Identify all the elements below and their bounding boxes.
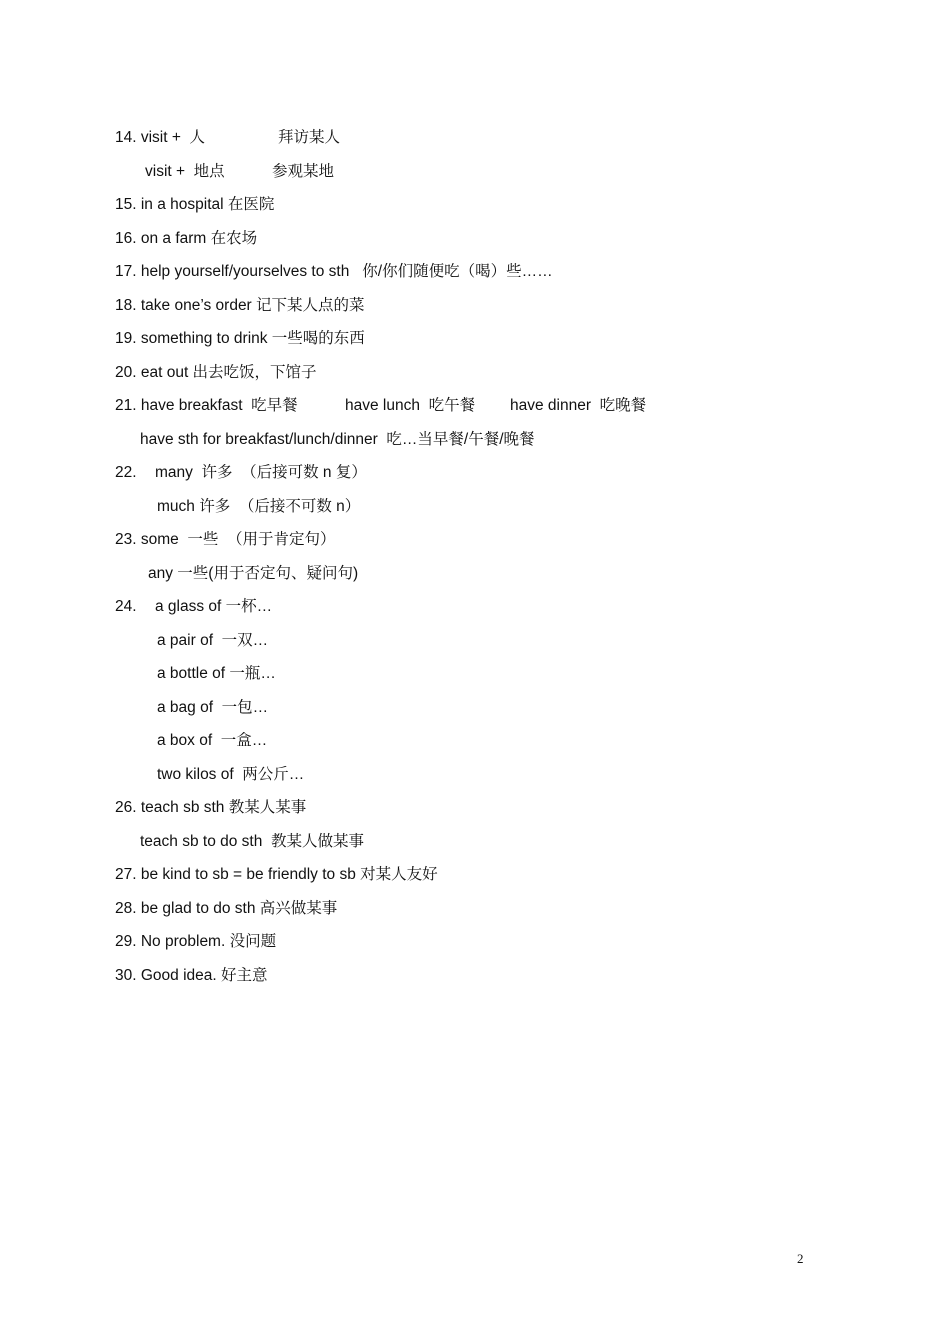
vocab-line-29: [115, 930, 277, 954]
line-text: 23. some 一些 （用于肯定句）: [115, 531, 336, 548]
vocab-line-22-many: [115, 461, 367, 485]
line-text: 26. teach sb sth 教某人某事: [115, 799, 307, 816]
vocab-line-27: [115, 863, 438, 887]
vocab-line-24-glass: [115, 595, 273, 619]
vocab-line-16: [115, 227, 258, 251]
vocab-line-24-bag: [115, 696, 269, 720]
page-number: 2: [797, 1251, 804, 1266]
line-text: 14. visit + 人: [115, 129, 206, 146]
vocab-line-30: [115, 964, 268, 988]
line-text: 15. in a hospital 在医院: [115, 196, 275, 213]
line-text: many 许多 （后接可数 n 复）: [155, 464, 367, 481]
vocab-line-14-visit-place: [115, 160, 335, 184]
line-text: a bag of 一包…: [157, 699, 269, 716]
vocab-line-19: [115, 327, 365, 351]
line-text: any 一些(用于否定句、疑问句): [148, 565, 359, 582]
vocab-line-17: [115, 260, 553, 284]
line-text: 19. something to drink 一些喝的东西: [115, 330, 365, 347]
vocab-line-20: [115, 361, 317, 385]
line-text: a bottle of 一瓶…: [157, 665, 276, 682]
line-text: 20. eat out 出去吃饭，下馆子: [115, 364, 317, 381]
vocab-line-22-much: [115, 495, 361, 519]
line-text: much 许多 （后接不可数 n）: [157, 498, 361, 515]
line-text: 17. help yourself/yourselves to sth 你/你们随便吃（喝）些……: [115, 263, 553, 280]
line-text: have sth for breakfast/lunch/dinner 吃…当早餐/午餐/晚餐: [140, 431, 535, 448]
vocab-line-23-some: [115, 528, 336, 552]
vocab-line-24-box: [115, 729, 268, 753]
line-text: 18. take one’s order 记下某人点的菜: [115, 297, 365, 314]
vocab-line-18: [115, 294, 365, 318]
vocab-line-24-kilos: [115, 763, 305, 787]
line-text: a box of 一盒…: [157, 732, 268, 749]
vocab-line-14-visit-person: [115, 126, 341, 150]
line-text: 28. be glad to do sth 高兴做某事: [115, 900, 338, 917]
vocab-line-21-meals: [115, 394, 647, 418]
line-text-dinner: have dinner 吃晚餐: [510, 397, 647, 414]
vocab-line-26-teach: [115, 796, 307, 820]
line-number: 24.: [115, 598, 137, 615]
line-text: teach sb to do sth 教某人做某事: [140, 833, 364, 850]
line-text: 21. have breakfast 吃早餐: [115, 397, 298, 414]
vocab-line-24-bottle: [115, 662, 276, 686]
line-text: 27. be kind to sb = be friendly to sb 对某人友好: [115, 866, 438, 883]
vocab-line-23-any: [115, 562, 359, 586]
vocab-line-28: [115, 897, 338, 921]
vocab-line-24-pair: [115, 629, 269, 653]
line-text: a pair of 一双…: [157, 632, 269, 649]
line-text: 30. Good idea. 好主意: [115, 967, 268, 984]
line-text: 29. No problem. 没问题: [115, 933, 277, 950]
vocab-line-15: [115, 193, 275, 217]
vocab-line-26-teach-to-do: [115, 830, 364, 854]
line-text: visit + 地点: [145, 163, 225, 180]
line-text: 16. on a farm 在农场: [115, 230, 258, 247]
line-number: 22.: [115, 464, 137, 481]
line-translation: 参观某地: [272, 163, 335, 180]
line-text: a glass of 一杯…: [155, 598, 273, 615]
line-translation: 拜访某人: [278, 129, 341, 146]
line-text-lunch: have lunch 吃午餐: [345, 397, 476, 414]
vocab-line-21-have-for: [115, 428, 535, 452]
line-text: two kilos of 两公斤…: [157, 766, 305, 783]
